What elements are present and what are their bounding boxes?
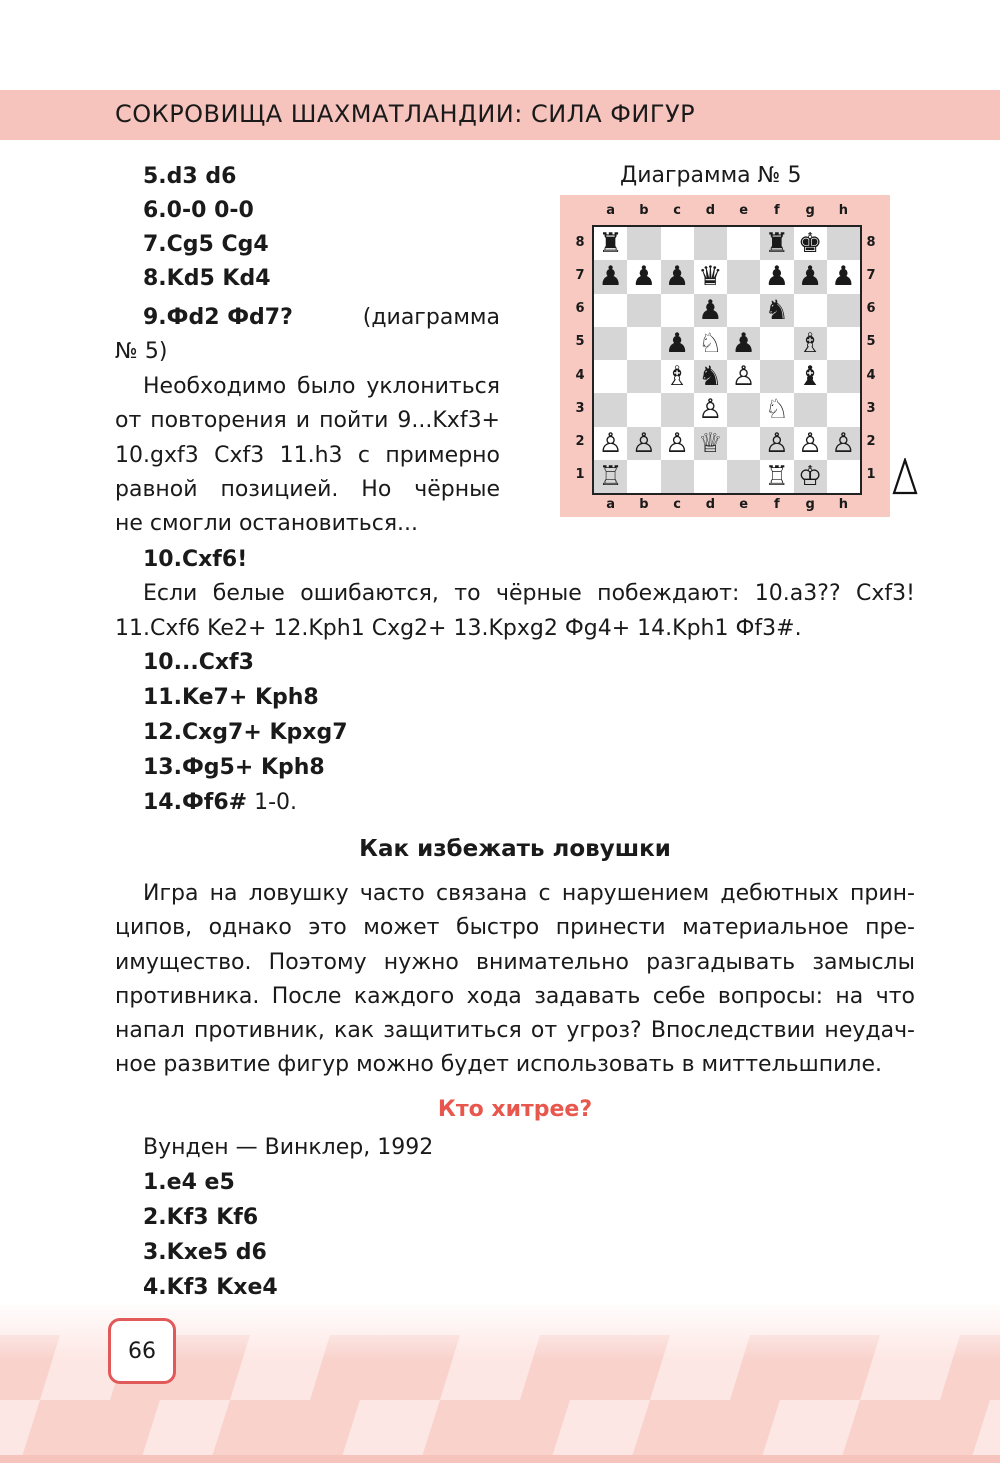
paragraph-line: ципов, однако это может быстро принести материальное пре- — [115, 915, 915, 940]
subsection-title: Кто хитрее? — [437, 1097, 593, 1122]
board-square-e7 — [727, 260, 760, 293]
board-square-a2 — [594, 427, 627, 460]
board-square-a6 — [594, 294, 627, 327]
board-square-b2 — [627, 427, 660, 460]
paragraph-line: Необходимо было уклониться — [143, 374, 500, 399]
rank-label: 6 — [575, 301, 585, 317]
rank-label: 5 — [866, 334, 876, 350]
board-square-b6 — [627, 294, 660, 327]
board-square-c4 — [661, 360, 694, 393]
board-square-e3 — [727, 393, 760, 426]
board-square-c7 — [661, 260, 694, 293]
board-square-c2 — [661, 427, 694, 460]
page-number: 66 — [108, 1318, 176, 1384]
move-9-note-cont: № 5) — [115, 339, 168, 364]
move-line: 6.0-0 0-0 — [143, 198, 254, 223]
paragraph-line: равной позицией. Но чёрные — [115, 477, 500, 502]
file-label: c — [673, 497, 681, 512]
chess-piece-icon: ♙ — [598, 427, 623, 459]
board-square-e1 — [727, 460, 760, 493]
chess-piece-icon: ♗ — [798, 327, 823, 359]
chess-piece-icon: ♔ — [798, 460, 823, 492]
chess-piece-icon: ♟ — [798, 261, 823, 293]
chess-piece-icon: ♙ — [798, 427, 823, 459]
chess-piece-icon: ♝ — [798, 361, 823, 393]
rank-label: 8 — [866, 234, 876, 250]
board-square-b1 — [627, 460, 660, 493]
chess-piece-icon: ♙ — [698, 394, 723, 426]
diagram-title: Диаграмма № 5 — [620, 163, 802, 188]
chess-piece-icon: ♙ — [665, 427, 690, 459]
file-label: h — [838, 497, 848, 512]
board-square-a8 — [594, 227, 627, 260]
board-square-d6 — [694, 294, 727, 327]
board-square-f4 — [760, 360, 793, 393]
board-square-g3 — [794, 393, 827, 426]
board-square-c5 — [661, 327, 694, 360]
chess-piece-icon: ♖ — [598, 460, 623, 492]
board-square-h4 — [827, 360, 860, 393]
file-label: h — [838, 203, 848, 218]
rank-label: 2 — [575, 434, 585, 450]
rank-label: 1 — [575, 467, 585, 483]
chess-piece-icon: ♟ — [831, 261, 856, 293]
rank-label: 1 — [866, 467, 876, 483]
file-label: b — [639, 203, 649, 218]
board-square-f7 — [760, 260, 793, 293]
board-square-a3 — [594, 393, 627, 426]
paragraph-line: ное развитие фигур можно будет использовать в миттельшпиле. — [115, 1052, 883, 1077]
chess-piece-icon: ♙ — [731, 361, 756, 393]
board-square-c6 — [661, 294, 694, 327]
chess-piece-icon: ♟ — [665, 327, 690, 359]
chess-piece-icon: ♟ — [698, 294, 723, 326]
chess-piece-icon: ♘ — [764, 394, 789, 426]
move-line: 13.Фg5+ Kph8 — [143, 755, 325, 780]
move-line: 12.Cxg7+ Kpxg7 — [143, 720, 348, 745]
file-label: a — [606, 203, 616, 218]
chess-board — [592, 225, 862, 495]
paragraph-line: Если белые ошибаются, то чёрные побеждают: 10.a3?? Cxf3! — [143, 581, 915, 606]
board-square-a1 — [594, 460, 627, 493]
board-square-f8 — [760, 227, 793, 260]
move-line: 3.Kxe5 d6 — [143, 1240, 267, 1265]
section-title: Как избежать ловушки — [359, 836, 671, 862]
board-square-a4 — [594, 360, 627, 393]
board-square-e5 — [727, 327, 760, 360]
file-label: b — [639, 497, 649, 512]
chess-piece-icon: ♗ — [665, 361, 690, 393]
chess-piece-icon: ♜ — [764, 228, 789, 260]
paragraph-line: не смогли остановиться... — [115, 511, 419, 536]
chess-piece-icon: ♘ — [698, 327, 723, 359]
file-label: d — [705, 497, 716, 512]
chess-piece-icon: ♕ — [698, 427, 723, 459]
chess-piece-icon: ♟ — [631, 261, 656, 293]
move-line: 11.Ke7+ Kph8 — [143, 685, 319, 710]
board-square-e2 — [727, 427, 760, 460]
chess-piece-icon: ♛ — [698, 261, 723, 293]
chess-piece-icon: ♙ — [831, 427, 856, 459]
paragraph-line: противника. После каждого хода задавать себе вопросы: на что — [115, 984, 915, 1009]
chess-piece-icon: ♞ — [764, 294, 789, 326]
rank-label: 2 — [866, 434, 876, 450]
board-square-e4 — [727, 360, 760, 393]
board-square-h3 — [827, 393, 860, 426]
file-label: d — [705, 203, 716, 218]
file-label: g — [805, 203, 815, 218]
running-header: СОКРОВИЩА ШАХМАТЛАНДИИ: СИЛА ФИГУР — [115, 100, 696, 128]
board-square-c8 — [661, 227, 694, 260]
board-square-d2 — [694, 427, 727, 460]
file-label: f — [774, 203, 780, 218]
move-line: 10.Cxf6! — [143, 547, 248, 572]
board-square-g4 — [794, 360, 827, 393]
board-square-e8 — [727, 227, 760, 260]
chess-piece-icon: ♞ — [698, 361, 723, 393]
rank-label: 3 — [866, 400, 876, 416]
paragraph-line: напал противник, как защититься от угроз? Впоследствии неудач- — [115, 1018, 915, 1043]
move-line: 10...Cxf3 — [143, 650, 254, 675]
rank-label: 5 — [575, 334, 585, 350]
chess-piece-icon: ♙ — [764, 427, 789, 459]
paragraph-line: Игра на ловушку часто связана с нарушением дебютных прин- — [143, 881, 915, 906]
board-square-d7 — [694, 260, 727, 293]
file-label: e — [739, 203, 749, 218]
board-square-b3 — [627, 393, 660, 426]
move-line: 1.e4 e5 — [143, 1170, 235, 1195]
board-square-d4 — [694, 360, 727, 393]
chess-piece-icon: ♟ — [665, 261, 690, 293]
move-9-line — [143, 301, 500, 335]
rank-label: 7 — [575, 267, 585, 283]
board-square-f6 — [760, 294, 793, 327]
chess-piece-icon: ♖ — [764, 460, 789, 492]
board-square-h7 — [827, 260, 860, 293]
board-square-f3 — [760, 393, 793, 426]
chess-piece-icon: ♟ — [598, 261, 623, 293]
rank-label: 3 — [575, 400, 585, 416]
board-square-f1 — [760, 460, 793, 493]
file-label: g — [805, 497, 815, 512]
rank-label: 6 — [866, 301, 876, 317]
board-square-a7 — [594, 260, 627, 293]
file-label: e — [739, 497, 749, 512]
board-square-g5 — [794, 327, 827, 360]
board-square-a5 — [594, 327, 627, 360]
board-square-b8 — [627, 227, 660, 260]
chess-piece-icon: ♟ — [731, 327, 756, 359]
move-9-moves: 9.Фd2 Фd7? — [143, 305, 293, 330]
rank-label: 7 — [866, 267, 876, 283]
file-label: f — [774, 497, 780, 512]
file-label: a — [606, 497, 616, 512]
board-square-h5 — [827, 327, 860, 360]
board-square-c3 — [661, 393, 694, 426]
board-square-e6 — [727, 294, 760, 327]
board-square-g7 — [794, 260, 827, 293]
board-square-h2 — [827, 427, 860, 460]
board-square-h8 — [827, 227, 860, 260]
board-square-d1 — [694, 460, 727, 493]
move-14-moves: 14.Фf6# — [143, 790, 248, 815]
rank-label: 8 — [575, 234, 585, 250]
board-square-c1 — [661, 460, 694, 493]
moves-top — [143, 160, 271, 296]
chess-piece-icon: ♟ — [764, 261, 789, 293]
chess-piece-icon: ♙ — [631, 427, 656, 459]
rank-label: 4 — [866, 367, 876, 383]
board-square-h1 — [827, 460, 860, 493]
board-square-d3 — [694, 393, 727, 426]
board-square-g8 — [794, 227, 827, 260]
board-square-f5 — [760, 327, 793, 360]
board-square-b4 — [627, 360, 660, 393]
paragraph-line: 11.Cxf6 Ke2+ 12.Kph1 Cxg2+ 13.Kpxg2 Фg4+ 14.Kph1 Фf3#. — [115, 616, 802, 641]
board-square-h6 — [827, 294, 860, 327]
board-square-b5 — [627, 327, 660, 360]
move-line: 5.d3 d6 — [143, 164, 237, 189]
move-line: 8.Kd5 Kd4 — [143, 266, 271, 291]
board-square-b7 — [627, 260, 660, 293]
move-line: 7.Cg5 Cg4 — [143, 232, 269, 257]
paragraph-line: 10.gxf3 Cxf3 11.h3 с примерно — [115, 443, 500, 468]
board-square-g6 — [794, 294, 827, 327]
move-line: 2.Kf3 Kf6 — [143, 1205, 259, 1230]
move-9-note: (диаграмма — [362, 305, 500, 330]
move-line — [143, 786, 297, 820]
white-to-move-icon — [892, 458, 918, 496]
move-14-result: 1-0. — [247, 790, 298, 815]
file-label: c — [673, 203, 681, 218]
paragraph-line: имущество. Поэтому нужно внимательно разгадывать замыслы — [115, 950, 915, 975]
board-square-g1 — [794, 460, 827, 493]
move-line: 4.Kf3 Kxe4 — [143, 1275, 278, 1300]
game-info: Вунден — Винклер, 1992 — [143, 1135, 434, 1160]
board-square-f2 — [760, 427, 793, 460]
chess-piece-icon: ♚ — [798, 228, 823, 260]
rank-label: 4 — [575, 367, 585, 383]
paragraph-line: от повторения и пойти 9...Kxf3+ — [115, 408, 500, 433]
board-square-d5 — [694, 327, 727, 360]
board-square-g2 — [794, 427, 827, 460]
chess-piece-icon: ♜ — [598, 228, 623, 260]
board-square-d8 — [694, 227, 727, 260]
